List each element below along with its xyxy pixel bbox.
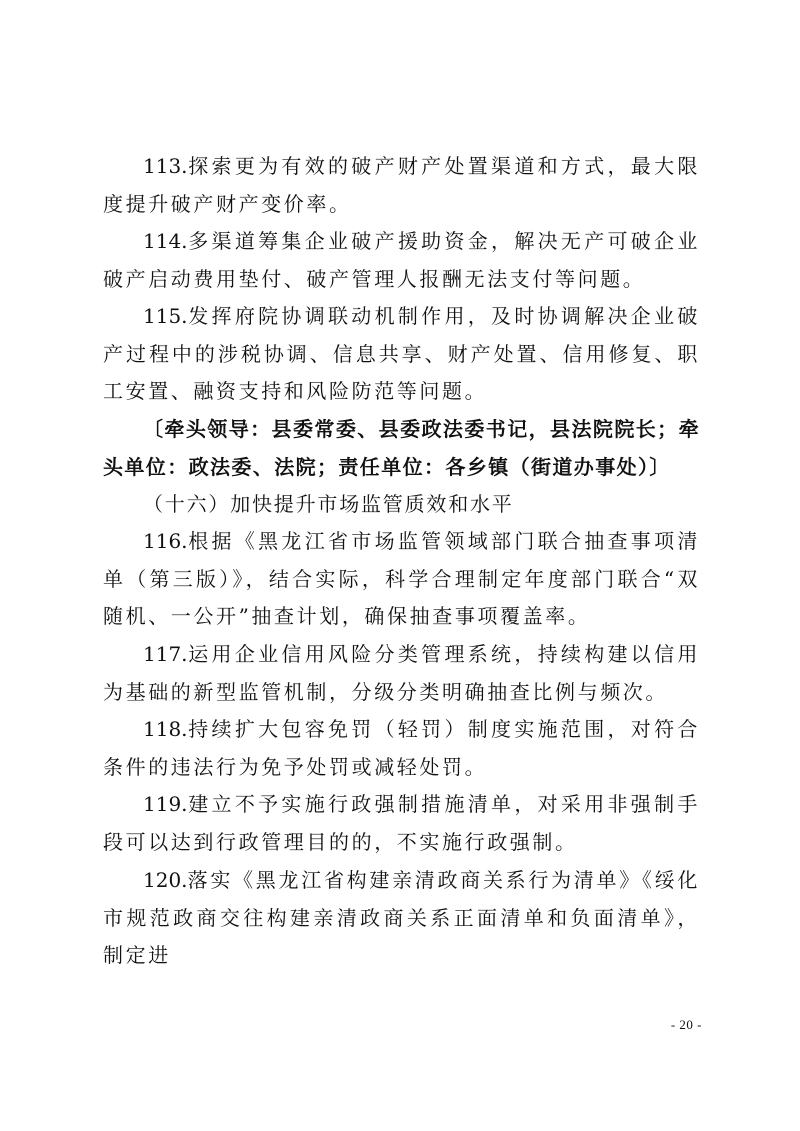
item-number: 115. xyxy=(143,304,188,328)
item-number: 120. xyxy=(143,868,188,892)
paragraph-116 xyxy=(103,523,700,636)
paragraph-118 xyxy=(103,711,700,786)
paragraph-113 xyxy=(103,148,700,223)
item-number: 114. xyxy=(143,229,188,253)
paragraph-text: 探索更为有效的破产财产处置渠道和方式，最大限度提升破产财产变价率。 xyxy=(103,154,700,216)
page-number: - 20 - xyxy=(670,1017,702,1032)
paragraph-117 xyxy=(103,636,700,711)
paragraph-text: 持续扩大包容免罚（轻罚）制度实施范围，对符合条件的违法行为免予处罚或减轻处罚。 xyxy=(103,717,700,779)
paragraph-text: 发挥府院协调联动机制作用，及时协调解决企业破产过程中的涉税协调、信息共享、财产处置、信用修复、职工安置、融资支持和风险防范等问题。 xyxy=(103,304,700,404)
item-number: 116. xyxy=(143,529,188,553)
paragraph-text: 多渠道筹集企业破产援助资金，解决无产可破企业破产启动费用垫付、破产管理人报酬无法支付等问题。 xyxy=(103,229,700,291)
paragraph-119 xyxy=(103,786,700,861)
item-number: 117. xyxy=(143,642,188,666)
paragraph-114 xyxy=(103,223,700,298)
responsibility-note: 〔牵头领导：县委常委、县委政法委书记，县法院院长；牵头单位：政法委、法院；责任单位：各乡镇（街道办事处）〕 xyxy=(103,417,700,479)
item-number: 118. xyxy=(143,717,188,741)
paragraph-text: 建立不予实施行政强制措施清单，对采用非强制手段可以达到行政管理目的的，不实施行政强制。 xyxy=(103,792,700,854)
item-number: 113. xyxy=(143,154,188,178)
paragraph-120 xyxy=(103,862,700,975)
paragraph-115 xyxy=(103,298,700,411)
paragraph-text: 运用企业信用风险分类管理系统，持续构建以信用为基础的新型监管机制，分级分类明确抽查比例与频次。 xyxy=(103,642,700,704)
item-number: 119. xyxy=(143,792,188,816)
section-heading: （十六）加快提升市场监管质效和水平 xyxy=(143,492,514,516)
paragraph-text: 根据《黑龙江省市场监管领域部门联合抽查事项清单（第三版）》，结合实际，科学合理制定年度部门联合“双随机、一公开”抽查计划，确保抽查事项覆盖率。 xyxy=(103,529,700,629)
paragraph-text: 落实《黑龙江省构建亲清政商关系行为清单》《绥化市规范政商交往构建亲清政商关系正面清单和负面清单》，制定进 xyxy=(103,868,700,968)
